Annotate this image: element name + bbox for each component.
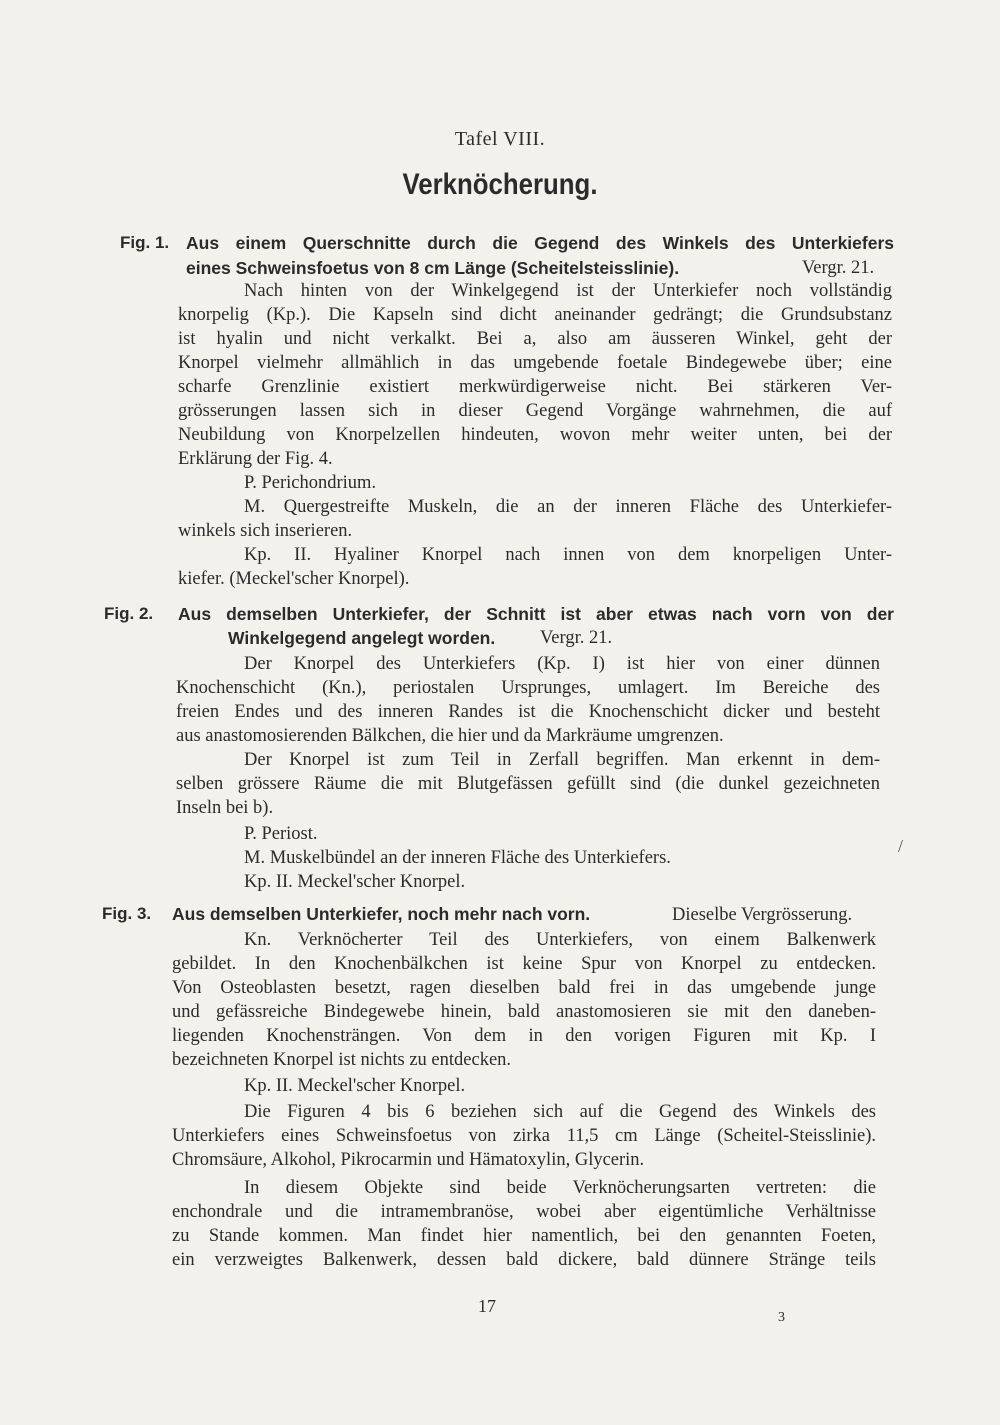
fig2-heading-line: Winkelgegend angelegt worden. — [228, 628, 496, 648]
fig1-text-line: Erklärung der Fig. 4. — [178, 449, 333, 469]
margin-mark: / — [898, 836, 904, 856]
fig1-legend-Kp: Kp. II. Hyaliner Knorpel nach innen von dem knorpeligen Unter- — [244, 545, 892, 565]
fig3-text-line: In diesem Objekte sind beide Verknöcherungsarten vertreten: die — [244, 1178, 876, 1198]
fig1-text-line: grösserungen lassen sich in dieser Gegend Vorgänge wahrnehmen, die auf — [178, 401, 892, 421]
fig2-legend-M: M. Muskelbündel an der inneren Fläche des Unterkiefers. — [244, 848, 671, 868]
fig2-text-line: freien Endes und des inneren Randes ist die Knochenschicht dicker und besteht — [176, 702, 880, 722]
fig3-text-line: Von Osteoblasten besetzt, ragen dieselben bald frei in das umgebende junge — [172, 978, 876, 998]
page-title: Verknöcherung. — [402, 168, 598, 201]
plate-heading: Tafel VIII. — [454, 128, 546, 150]
fig1-text-line: Neubildung von Knorpelzellen hindeuten, wovon mehr weiter unten, bei der — [178, 425, 892, 445]
fig1-text-line: scharfe Grenzlinie existiert merkwürdigerweise nicht. Bei stärkeren Ver- — [178, 377, 892, 397]
fig1-text-line: knorpelig (Kp.). Die Kapseln sind dicht aneinander gedrängt; die Grundsubstanz — [178, 305, 892, 325]
fig1-text-line: kiefer. (Meckel'scher Knorpel). — [178, 569, 410, 589]
fig2-label: Fig. 2. — [104, 604, 154, 623]
fig3-text-line: Die Figuren 4 bis 6 beziehen sich auf die Gegend des Winkels des — [244, 1102, 876, 1122]
fig3-text-line: Chromsäure, Alkohol, Pikrocarmin und Hämatoxylin, Glycerin. — [172, 1150, 645, 1170]
fig1-text-line: winkels sich inserieren. — [178, 521, 353, 541]
fig3-heading-line: Aus demselben Unterkiefer, noch mehr nach vorn. — [172, 904, 591, 924]
fig1-text-line: Nach hinten von der Winkelgegend ist der Unterkiefer noch vollständig — [244, 281, 892, 301]
fig3-magnification: Dieselbe Vergrösserung. — [672, 905, 853, 925]
signature-mark: 3 — [778, 1310, 785, 1325]
fig3-text-line: enchondrale und die intramembranöse, wobei aber eigentümliche Verhältnisse — [172, 1202, 876, 1222]
fig1-text-line: Knorpel vielmehr allmählich in das umgebende foetale Bindegewebe über; eine — [178, 353, 892, 373]
fig3-legend-Kp: Kp. II. Meckel'scher Knorpel. — [244, 1076, 466, 1096]
fig1-magnification: Vergr. 21. — [802, 258, 875, 278]
fig2-legend-P: P. Periost. — [244, 824, 318, 844]
fig1-legend-M: M. Quergestreifte Muskeln, die an der inneren Fläche des Unterkiefer- — [244, 497, 892, 517]
fig2-legend-Kp: Kp. II. Meckel'scher Knorpel. — [244, 872, 466, 892]
fig3-label: Fig. 3. — [102, 904, 152, 923]
fig1-heading-line: eines Schweinsfoetus von 8 cm Länge (Scheitelsteisslinie). — [186, 258, 680, 278]
fig2-text-line: Der Knorpel des Unterkiefers (Kp. I) ist hier von einer dünnen — [244, 654, 880, 674]
fig2-text-line: aus anastomosierenden Bälkchen, die hier und da Markräume umgrenzen. — [176, 726, 724, 746]
fig3-text-line: zu Stande kommen. Man findet hier namentlich, bei den genannten Foeten, — [172, 1226, 876, 1246]
fig1-legend-P: P. Perichondrium. — [244, 473, 377, 493]
fig2-text-line: Inseln bei b). — [176, 798, 274, 818]
fig1-heading-line: Aus einem Querschnitte durch die Gegend des Winkels des Unterkiefers — [186, 233, 894, 253]
fig3-legend-Kn: Kn. Verknöcherter Teil des Unterkiefers, von einem Balkenwerk — [244, 930, 876, 950]
fig2-heading-line: Aus demselben Unterkiefer, der Schnitt ist aber etwas nach vorn von der — [178, 604, 894, 624]
fig2-text-line: Knochenschicht (Kn.), periostalen Ursprunges, umlagert. Im Bereiche des — [176, 678, 880, 698]
fig3-text-line: Unterkiefers eines Schweinsfoetus von zirka 11,5 cm Länge (Scheitel-Steisslinie). — [172, 1126, 876, 1146]
fig3-text-line: gebildet. In den Knochenbälkchen ist keine Spur von Knorpel zu entdecken. — [172, 954, 876, 974]
fig3-text-line: und gefässreiche Bindegewebe hinein, bald anastomosieren sie mit den daneben- — [172, 1002, 876, 1022]
fig3-text-line: ein verzweigtes Balkenwerk, dessen bald dickere, bald dünnere Stränge teils — [172, 1250, 876, 1270]
fig3-text-line: liegenden Knochensträngen. Von dem in den vorigen Figuren mit Kp. I — [172, 1026, 876, 1046]
fig1-label: Fig. 1. — [120, 233, 170, 252]
fig2-magnification: Vergr. 21. — [540, 628, 613, 648]
fig2-text-line: Der Knorpel ist zum Teil in Zerfall begriffen. Man erkennt in dem- — [244, 750, 880, 770]
fig1-text-line: ist hyalin und nicht verkalkt. Bei a, also am äusseren Winkel, geht der — [178, 329, 892, 349]
fig2-text-line: selben grössere Räume die mit Blutgefässen gefüllt sind (die dunkel gezeichneten — [176, 774, 880, 794]
page-number: 17 — [478, 1296, 496, 1316]
fig3-text-line: bezeichneten Knorpel ist nichts zu entdecken. — [172, 1050, 512, 1070]
